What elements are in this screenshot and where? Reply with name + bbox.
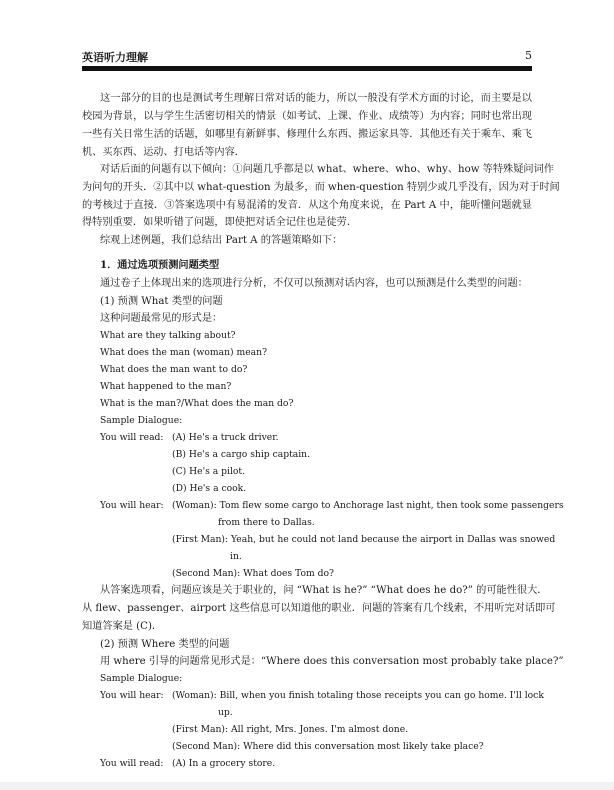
answer-option-b: (B) He's a cargo ship captain. — [172, 449, 311, 460]
you-will-read-label-2: You will read: — [100, 758, 164, 769]
question-form-2: What does the man (woman) mean? — [100, 347, 267, 358]
sample-dialogue-label-2: Sample Dialogue: — [100, 673, 183, 684]
you-will-hear-label-2: You will hear: — [100, 690, 164, 701]
dialogue-2-woman-continued: up. — [218, 707, 233, 718]
question-form-3: What does the man want to do? — [100, 364, 248, 375]
question-form-4: What happened to the man? — [100, 381, 232, 392]
answer-option-a: (A) He's a truck driver. — [172, 432, 279, 443]
analysis-line-3: 知道答案是 (C)． — [82, 621, 163, 632]
page-bottom-edge — [0, 782, 614, 790]
dialogue-first-man-continued: in. — [230, 551, 242, 562]
subsection-1-lead: 这种问题最常见的形式是： — [100, 313, 223, 324]
dialogue-first-man-line: (First Man): Yeah, but he could not land because the airport in Dallas was snowed — [172, 534, 556, 545]
subsection-2-lead: 用 where 引导的问题常见形式是：“Where does this conversation most probably take place?” — [100, 656, 564, 667]
answer-2-option-a: (A) In a grocery store. — [172, 758, 276, 769]
intro-p3: 综观上述例题，我们总结出 Part A 的答题策略如下： — [100, 235, 343, 246]
subsection-1-title: (1) 预测 What 类型的问题 — [100, 296, 223, 307]
intro-p2-line-2: 为问句的开头．②其中以 what-question 为最多，而 when-question 特别少或几乎没有，因为对于时间 — [82, 182, 560, 193]
intro-p2-line-4: 得特别重要．如果听错了问题，即使把对话全记住也是徒劳． — [82, 217, 358, 228]
page-number: 5 — [525, 49, 532, 62]
intro-p2-line-1: 对话后面的问题有以下倾向：①问题几乎都是以 what、where、who、why、how 等特殊疑问词作 — [100, 164, 554, 175]
intro-p2-line-3: 的考核过于直接．③答案选项中有易混淆的发音．从这个角度来说，在 Part A 中，能听懂问题就显 — [82, 200, 532, 211]
dialogue-woman-continued: from there to Dallas. — [218, 517, 315, 528]
question-form-5: What is the man?/What does the man do? — [100, 398, 294, 409]
running-header-title: 英语听力理解 — [82, 51, 148, 64]
intro-p1-line-1: 这一部分的目的也是测试考生理解日常对话的能力，所以一般没有学术方面的讨论，而主要是以 — [100, 93, 532, 104]
section-1-heading: 1．通过选项预测问题类型 — [100, 259, 220, 271]
dialogue-2-second-man-line: (Second Man): Where did this conversation most likely take place? — [172, 741, 484, 752]
analysis-line-2: 从 flew、passenger、airport 这些信息可以知道他的职业．问题的答案有几个线索，不用听完对话即可 — [82, 603, 556, 614]
you-will-hear-label: You will hear: — [100, 500, 164, 511]
intro-p1-line-4: 机、买东西、运动、打电话等内容． — [82, 147, 245, 158]
intro-p1-line-2: 校园为背景，以与学生生活密切相关的情景（如考试、上课、作业、成绩等）为内容；同时也常出现 — [82, 111, 532, 122]
dialogue-second-man-line: (Second Man): What does Tom do? — [172, 568, 334, 579]
intro-p1-line-3: 一些有关日常生活的话题，如哪里有新鲜事、修理什么东西、搬运家具等．其他还有关于乘车、乘飞 — [82, 129, 532, 140]
you-will-read-label: You will read: — [100, 432, 164, 443]
dialogue-2-first-man-line: (First Man): All right, Mrs. Jones. I'm almost done. — [172, 724, 409, 735]
dialogue-2-woman-line: (Woman): Bill, when you finish totaling those receipts you can go home. I'll lock — [172, 690, 544, 701]
sample-dialogue-label: Sample Dialogue: — [100, 415, 183, 426]
header-rule — [82, 66, 532, 71]
section-1-intro: 通过卷子上体现出来的选项进行分析，不仅可以预测对话内容，也可以预测是什么类型的问题： — [100, 278, 528, 289]
analysis-line-1: 从答案选项看，问题应该是关于职业的，问 “What is he?” “What does he do?” 的可能性很大． — [100, 585, 548, 596]
subsection-2-title: (2) 预测 Where 类型的问题 — [100, 639, 230, 650]
answer-option-c: (C) He's a pilot. — [172, 466, 246, 477]
dialogue-woman-line: (Woman): Tom flew some cargo to Anchorage last night, then took some passengers — [172, 500, 564, 511]
question-form-1: What are they talking about? — [100, 330, 236, 341]
answer-option-d: (D) He's a cook. — [172, 483, 247, 494]
